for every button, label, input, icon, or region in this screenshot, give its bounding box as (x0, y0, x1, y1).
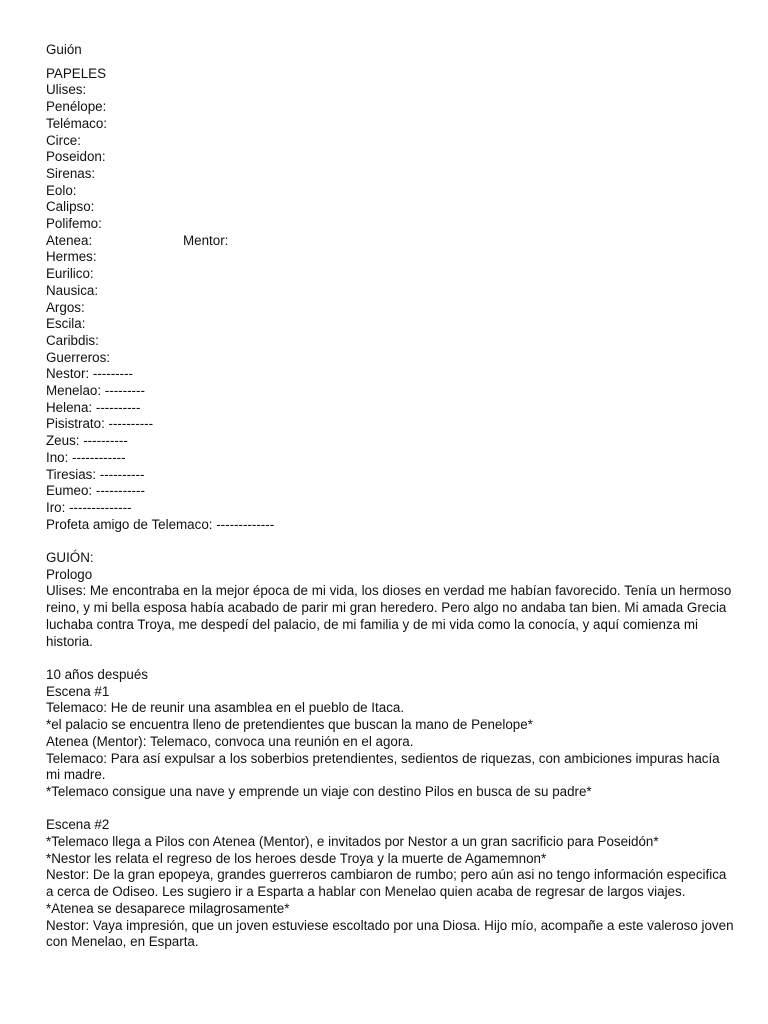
role-atenea-row (46, 233, 736, 250)
document-page (46, 42, 736, 951)
role-escila: Escila: (46, 316, 86, 332)
scene2-line: *Atenea se desaparece milagrosamente* (46, 900, 290, 916)
role-guerreros: Guerreros: (46, 349, 110, 365)
role-circe: Circe: (46, 132, 81, 148)
role-nestor: Nestor: --------- (46, 366, 134, 382)
role-tiresias: Tiresias: ---------- (46, 466, 145, 482)
roles-list (46, 82, 736, 533)
role-profeta: Profeta amigo de Telemaco: ------------- (46, 516, 275, 532)
role-poseidon: Poseidon: (46, 149, 106, 165)
scene1-heading: Escena #1 (46, 683, 110, 699)
scene2-line: Nestor: De la gran epopeya, grandes guerreros cambiaron de rumbo; pero aún asi no tengo información especifica a cerca de Odiseo. Les sugiero ir a Esparta a hablar con Menelao quien acaba de regresar de largos viajes. (46, 867, 727, 900)
role-telemaco: Telémaco: (46, 115, 108, 131)
role-calipso: Calipso: (46, 199, 95, 215)
scene1-line: Telemaco: Para así expulsar a los soberbios pretendientes, sedientos de riquezas, con ambiciones impuras hacía mi madre. (46, 750, 720, 783)
roles-heading: PAPELES (46, 65, 107, 81)
scene2-line: *Nestor les relata el regreso de los heroes desde Troya y la muerte de Agamemnon* (46, 850, 547, 866)
scene2-heading: Escena #2 (46, 817, 110, 833)
prologue-heading: Prologo (46, 566, 93, 582)
script-heading: GUIÓN: (46, 550, 94, 566)
role-nausica: Nausica: (46, 282, 99, 298)
role-eolo: Eolo: (46, 182, 77, 198)
scene1-line: *el palacio se encuentra lleno de pretendientes que buscan la mano de Penelope* (46, 717, 533, 733)
role-ino: Ino: ------------ (46, 449, 126, 465)
role-zeus: Zeus: ---------- (46, 433, 128, 449)
role-helena: Helena: ---------- (46, 399, 141, 415)
spacer (46, 650, 736, 667)
role-hermes: Hermes: (46, 249, 97, 265)
spacer (46, 801, 736, 818)
prologue-text: Ulises: Me encontraba en la mejor época de mi vida, los dioses en verdad me habían favorecido. Tenía un hermoso reino, y mi bella esposa había acabado de parir mi gran heredero. Pero algo no andaba tan bien. Mi amada Grecia luchaba contra Troya, me despedí del palacio, de mi familia y de mi vida como la conocía, y aquí comienza mi historia. (46, 583, 732, 649)
role-pisistrato: Pisistrato: ---------- (46, 416, 154, 432)
scene1-line: Telemaco: He de reunir una asamblea en el pueblo de Itaca. (46, 700, 405, 716)
role-polifemo: Polifemo: (46, 216, 102, 232)
role-mentor: Mentor: (183, 232, 229, 248)
scene1-line: Atenea (Mentor): Telemaco, convoca una reunión en el agora. (46, 733, 414, 749)
role-eurilico: Eurilico: (46, 266, 94, 282)
role-sirenas: Sirenas: (46, 165, 96, 181)
role-iro: Iro: -------------- (46, 499, 132, 515)
role-ulises: Ulises: (46, 82, 87, 98)
role-atenea: Atenea: (46, 232, 93, 248)
role-penelope: Penélope: (46, 99, 107, 115)
scene2-line: *Telemaco llega a Pilos con Atenea (Mentor), e invitados por Nestor a un gran sacrificio para Poseidón* (46, 834, 659, 849)
scene2-line: Nestor: Vaya impresión, que un joven estuviese escoltado por una Diosa. Hijo mío, acompañe a este valeroso joven con Menelao, en Esparta. (46, 917, 734, 950)
page-title: Guión (46, 42, 82, 57)
role-eumeo: Eumeo: ----------- (46, 483, 145, 499)
role-caribdis: Caribdis: (46, 332, 99, 348)
role-argos: Argos: (46, 299, 85, 315)
role-menelao: Menelao: --------- (46, 383, 145, 399)
time-jump: 10 años después (46, 666, 148, 682)
spacer (46, 533, 736, 550)
scene1-line: *Telemaco consigue una nave y emprende un viaje con destino Pilos en busca de su padre* (46, 783, 592, 799)
